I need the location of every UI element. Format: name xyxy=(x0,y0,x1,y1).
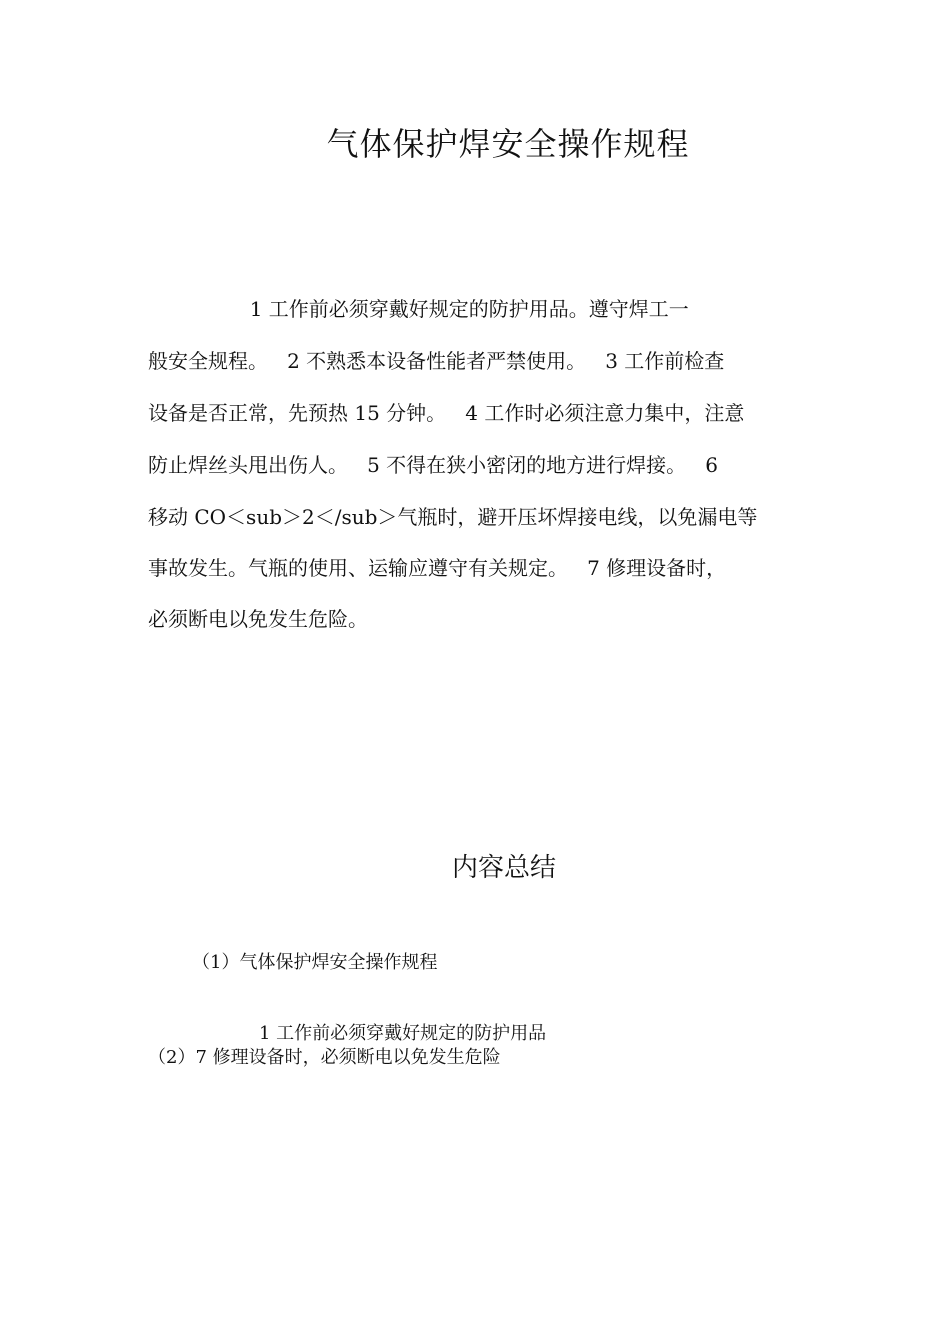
body-line-3: 设备是否正常，先预热 15 分钟。 4 工作时必须注意力集中，注意 xyxy=(148,401,745,425)
document-title: 气体保护焊安全操作规程 xyxy=(326,125,690,163)
summary-title: 内容总结 xyxy=(451,853,556,883)
summary-item-2: （2）7 修理设备时，必须断电以免发生危险 xyxy=(148,1047,501,1068)
body-line-7: 必须断电以免发生危险。 xyxy=(148,607,368,631)
body-line-1: 1 工作前必须穿戴好规定的防护用品。遵守焊工一 xyxy=(148,297,689,321)
body-line-6: 事故发生。气瓶的使用、运输应遵守有关规定。 7 修理设备时， xyxy=(148,556,727,580)
body-line-4: 防止焊丝头甩出伤人。 5 不得在狭小密闭的地方进行焊接。 6 xyxy=(148,453,718,477)
summary-item-1-sub: 1 工作前必须穿戴好规定的防护用品 xyxy=(259,1023,547,1044)
body-line-5: 移动 CO＜sub＞2＜/sub＞气瓶时，避开压坏焊接电线，以免漏电等 xyxy=(148,505,758,529)
body-line-2: 般安全规程。 2 不熟悉本设备性能者严禁使用。 3 工作前检查 xyxy=(148,349,725,373)
summary-item-1: （1）气体保护焊安全操作规程 xyxy=(192,952,438,973)
